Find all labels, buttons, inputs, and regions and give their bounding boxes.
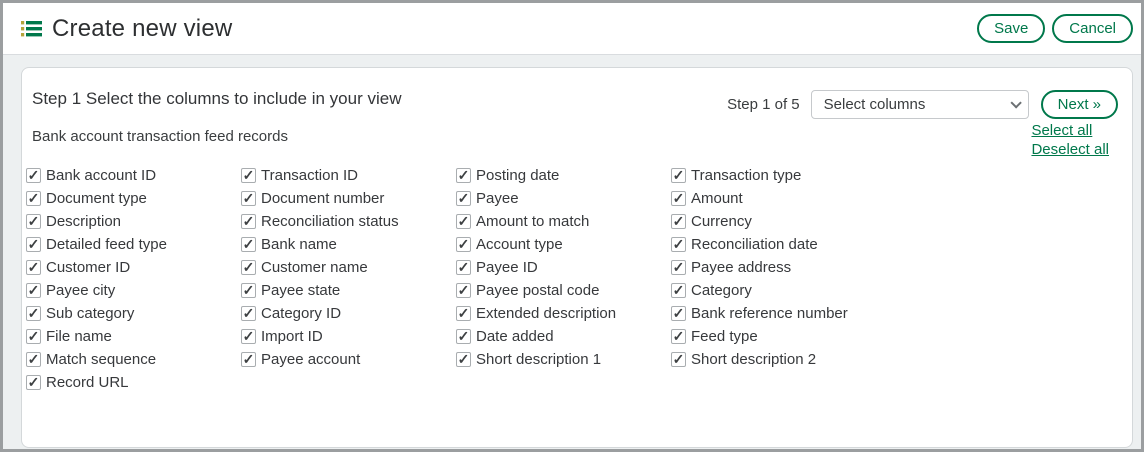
checkmark-icon: ✓ xyxy=(242,258,255,275)
checkbox[interactable] xyxy=(671,168,686,183)
checkmark-icon: ✓ xyxy=(672,350,685,367)
checkbox-label: Reconciliation status xyxy=(261,213,399,230)
checkbox[interactable] xyxy=(456,191,471,206)
checkbox[interactable] xyxy=(241,237,256,252)
checkmark-icon: ✓ xyxy=(242,350,255,367)
checkbox[interactable] xyxy=(456,214,471,229)
checkbox[interactable] xyxy=(241,168,256,183)
column-checkbox-item[interactable] xyxy=(26,371,241,394)
checkbox-label: Transaction ID xyxy=(261,167,358,184)
checkbox[interactable] xyxy=(26,306,41,321)
checkbox-label: Document type xyxy=(46,190,147,207)
checkbox-label: Customer ID xyxy=(46,259,131,276)
column-checkbox-item[interactable] xyxy=(26,233,241,256)
checkbox[interactable] xyxy=(456,283,471,298)
column-checkbox-item[interactable] xyxy=(671,187,886,210)
columns-grid xyxy=(26,164,1128,394)
checkmark-icon: ✓ xyxy=(242,235,255,252)
checkmark-icon: ✓ xyxy=(457,304,470,321)
column-checkbox-item[interactable] xyxy=(456,210,671,233)
column-checkbox-item[interactable] xyxy=(241,256,456,279)
column-checkbox-item[interactable] xyxy=(671,164,886,187)
checkbox-label: Currency xyxy=(691,213,752,230)
checkmark-icon: ✓ xyxy=(27,258,40,275)
checkmark-icon: ✓ xyxy=(27,166,40,183)
checkbox[interactable] xyxy=(26,214,41,229)
checkbox-label: Bank account ID xyxy=(46,167,157,184)
checkbox-column-4 xyxy=(671,164,886,394)
checkmark-icon: ✓ xyxy=(672,258,685,275)
chevron-down-icon xyxy=(1010,97,1021,108)
checkbox[interactable] xyxy=(456,306,471,321)
checkbox-label: Extended description xyxy=(476,305,617,322)
checkbox-label: Match sequence xyxy=(46,351,157,368)
checkmark-icon: ✓ xyxy=(672,166,685,183)
checkbox-label: Date added xyxy=(476,328,554,345)
checkbox-label: Record URL xyxy=(46,374,129,391)
selection-links xyxy=(1031,121,1109,159)
checkmark-icon: ✓ xyxy=(242,166,255,183)
column-checkbox-item[interactable] xyxy=(241,187,456,210)
column-checkbox-item[interactable] xyxy=(26,210,241,233)
checkbox[interactable] xyxy=(456,237,471,252)
checkbox-column-2 xyxy=(241,164,456,394)
step-panel xyxy=(21,67,1133,448)
checkmark-icon: ✓ xyxy=(242,304,255,321)
record-type-label: Bank account transaction feed records xyxy=(32,128,288,145)
save-button[interactable]: Save xyxy=(977,14,1045,43)
checkmark-icon: ✓ xyxy=(27,212,40,229)
column-checkbox-item[interactable] xyxy=(671,348,886,371)
checkbox[interactable] xyxy=(26,329,41,344)
checkmark-icon: ✓ xyxy=(27,235,40,252)
cancel-button[interactable]: Cancel xyxy=(1052,14,1133,43)
checkbox[interactable] xyxy=(241,329,256,344)
checkmark-icon: ✓ xyxy=(242,281,255,298)
checkbox-label: File name xyxy=(46,328,112,345)
checkmark-icon: ✓ xyxy=(457,281,470,298)
checkmark-icon: ✓ xyxy=(242,327,255,344)
checkbox[interactable] xyxy=(671,306,686,321)
checkbox-label: Bank reference number xyxy=(691,305,848,322)
checkbox-label: Short description 1 xyxy=(476,351,602,368)
column-checkbox-item[interactable] xyxy=(456,325,671,348)
checkbox[interactable] xyxy=(671,283,686,298)
checkbox-label: Document number xyxy=(261,190,385,207)
view-list-icon xyxy=(21,19,42,38)
checkbox-label: Description xyxy=(46,213,122,230)
checkbox-label: Sub category xyxy=(46,305,135,322)
checkbox-label: Account type xyxy=(476,236,563,253)
column-checkbox-item[interactable] xyxy=(26,279,241,302)
checkbox[interactable] xyxy=(26,168,41,183)
column-checkbox-item[interactable] xyxy=(456,348,671,371)
checkbox[interactable] xyxy=(241,214,256,229)
checkbox-label: Payee postal code xyxy=(476,282,600,299)
column-checkbox-item[interactable] xyxy=(671,302,886,325)
checkbox-label: Category ID xyxy=(261,305,342,322)
checkmark-icon: ✓ xyxy=(457,350,470,367)
checkbox[interactable] xyxy=(241,306,256,321)
step-indicator: Step 1 of 5 xyxy=(727,96,800,113)
checkmark-icon: ✓ xyxy=(672,189,685,206)
column-checkbox-item[interactable] xyxy=(26,187,241,210)
checkbox[interactable] xyxy=(671,260,686,275)
column-checkbox-item[interactable] xyxy=(456,279,671,302)
column-checkbox-item[interactable] xyxy=(26,256,241,279)
header-bar xyxy=(3,3,1141,55)
checkbox-label: Transaction type xyxy=(691,167,802,184)
column-checkbox-item[interactable] xyxy=(456,187,671,210)
checkmark-icon: ✓ xyxy=(672,212,685,229)
column-checkbox-item[interactable] xyxy=(456,164,671,187)
column-checkbox-item[interactable] xyxy=(671,325,886,348)
checkmark-icon: ✓ xyxy=(27,189,40,206)
column-checkbox-item[interactable] xyxy=(26,164,241,187)
checkmark-icon: ✓ xyxy=(457,189,470,206)
checkmark-icon: ✓ xyxy=(457,235,470,252)
checkbox-label: Payee account xyxy=(261,351,361,368)
checkbox-label: Posting date xyxy=(476,167,560,184)
checkmark-icon: ✓ xyxy=(672,327,685,344)
checkmark-icon: ✓ xyxy=(27,327,40,344)
column-checkbox-item[interactable] xyxy=(241,210,456,233)
checkbox[interactable] xyxy=(241,260,256,275)
checkmark-icon: ✓ xyxy=(27,373,40,390)
checkbox[interactable] xyxy=(26,375,41,390)
checkbox[interactable] xyxy=(671,352,686,367)
checkmark-icon: ✓ xyxy=(672,281,685,298)
checkmark-icon: ✓ xyxy=(672,235,685,252)
checkmark-icon: ✓ xyxy=(672,304,685,321)
page-title: Create new view xyxy=(52,14,233,42)
checkmark-icon: ✓ xyxy=(457,166,470,183)
checkbox-label: Amount xyxy=(691,190,743,207)
column-checkbox-item[interactable] xyxy=(241,164,456,187)
checkbox[interactable] xyxy=(241,352,256,367)
checkbox[interactable] xyxy=(26,283,41,298)
checkbox-label: Category xyxy=(691,282,752,299)
checkbox-label: Feed type xyxy=(691,328,758,345)
checkbox[interactable] xyxy=(456,168,471,183)
column-checkbox-item[interactable] xyxy=(241,348,456,371)
column-checkbox-item[interactable] xyxy=(671,279,886,302)
checkbox-label: Bank name xyxy=(261,236,337,253)
checkmark-icon: ✓ xyxy=(27,281,40,298)
checkmark-icon: ✓ xyxy=(242,212,255,229)
checkbox[interactable] xyxy=(241,283,256,298)
column-checkbox-item[interactable] xyxy=(241,279,456,302)
checkbox[interactable] xyxy=(456,260,471,275)
checkbox[interactable] xyxy=(456,352,471,367)
checkbox-label: Customer name xyxy=(261,259,368,276)
checkmark-icon: ✓ xyxy=(457,327,470,344)
checkbox-label: Amount to match xyxy=(476,213,590,230)
column-checkbox-item[interactable] xyxy=(241,233,456,256)
checkbox[interactable] xyxy=(26,191,41,206)
step-controls xyxy=(727,90,1118,119)
checkmark-icon: ✓ xyxy=(27,350,40,367)
checkbox[interactable] xyxy=(26,237,41,252)
columns-dropdown[interactable] xyxy=(811,90,1029,119)
checkbox-column-1 xyxy=(26,164,241,394)
header-actions xyxy=(977,14,1133,43)
column-checkbox-item[interactable] xyxy=(671,233,886,256)
checkbox[interactable] xyxy=(26,260,41,275)
column-checkbox-item[interactable] xyxy=(26,348,241,371)
checkbox[interactable] xyxy=(671,191,686,206)
checkmark-icon: ✓ xyxy=(242,189,255,206)
checkbox[interactable] xyxy=(456,329,471,344)
next-button[interactable]: Next » xyxy=(1041,90,1118,119)
checkmark-icon: ✓ xyxy=(457,212,470,229)
checkbox-label: Payee ID xyxy=(476,259,538,276)
step-heading: Step 1 Select the columns to include in your view xyxy=(32,89,402,108)
checkbox-label: Payee address xyxy=(691,259,792,276)
column-checkbox-item[interactable] xyxy=(456,302,671,325)
checkbox-label: Payee city xyxy=(46,282,116,299)
checkmark-icon: ✓ xyxy=(457,258,470,275)
checkbox[interactable] xyxy=(671,329,686,344)
checkbox-label: Payee state xyxy=(261,282,341,299)
checkbox[interactable] xyxy=(26,352,41,367)
checkbox-label: Reconciliation date xyxy=(691,236,818,253)
column-checkbox-item[interactable] xyxy=(26,325,241,348)
checkbox-label: Detailed feed type xyxy=(46,236,167,253)
column-checkbox-item[interactable] xyxy=(456,233,671,256)
checkbox-label: Payee xyxy=(476,190,519,207)
checkbox[interactable] xyxy=(671,237,686,252)
deselect-all-link[interactable]: Deselect all xyxy=(1031,141,1109,158)
column-checkbox-item[interactable] xyxy=(671,256,886,279)
column-checkbox-item[interactable] xyxy=(671,210,886,233)
column-checkbox-item[interactable] xyxy=(241,302,456,325)
checkbox[interactable] xyxy=(671,214,686,229)
column-checkbox-item[interactable] xyxy=(456,256,671,279)
checkbox-label: Import ID xyxy=(261,328,323,345)
column-checkbox-item[interactable] xyxy=(241,325,456,348)
column-checkbox-item[interactable] xyxy=(26,302,241,325)
checkbox[interactable] xyxy=(241,191,256,206)
select-all-link[interactable]: Select all xyxy=(1031,122,1093,139)
checkbox-label: Short description 2 xyxy=(691,351,817,368)
checkmark-icon: ✓ xyxy=(27,304,40,321)
columns-dropdown-value: Select columns xyxy=(823,96,926,113)
checkbox-column-3 xyxy=(456,164,671,394)
